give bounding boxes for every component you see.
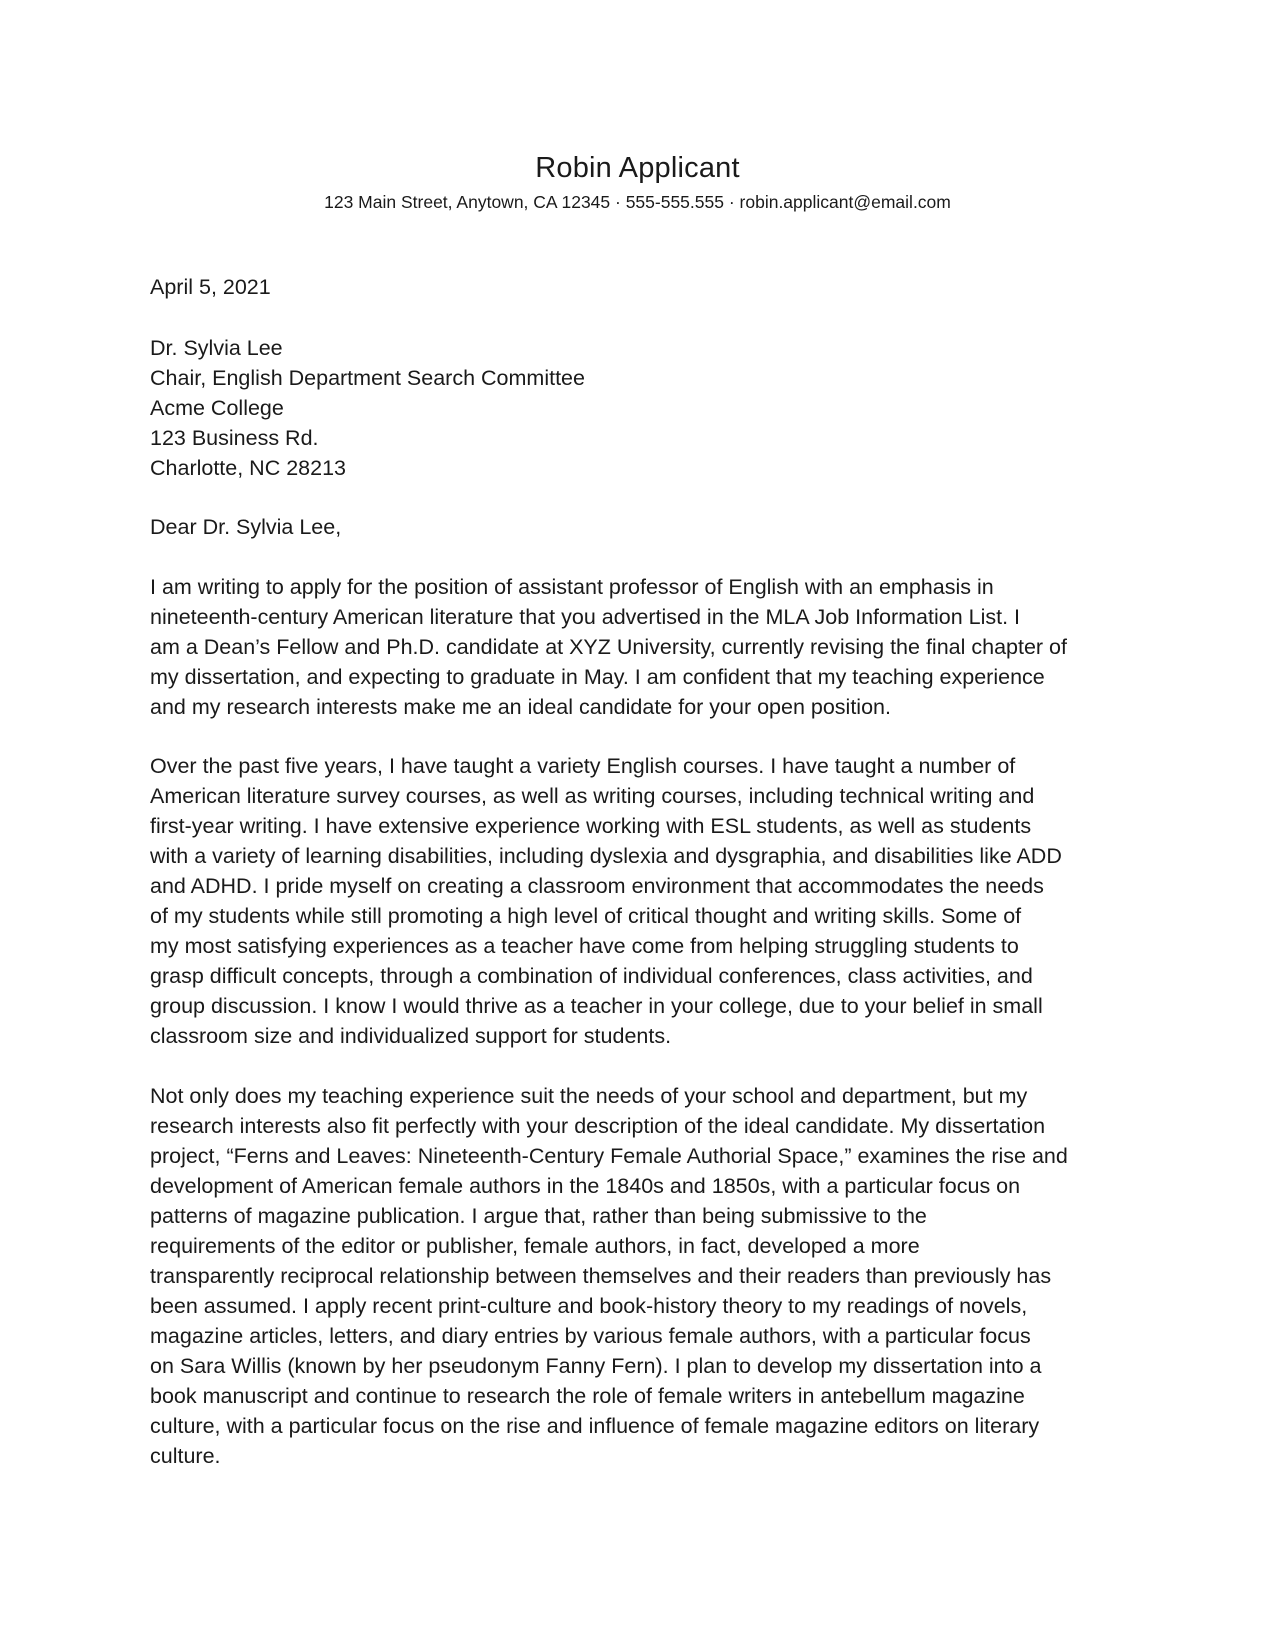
letterhead xyxy=(0,150,1275,213)
spacer xyxy=(150,483,1130,512)
recipient-city: Charlotte, NC 28213 xyxy=(150,456,346,480)
spacer xyxy=(150,722,1130,751)
paragraph-line: culture. xyxy=(150,1444,221,1468)
paragraph-line: I am writing to apply for the position of assistant professor of English with an emphasis in xyxy=(150,575,994,599)
paragraph-teaching xyxy=(150,751,1130,1051)
spacer xyxy=(150,1051,1130,1081)
paragraph-line: nineteenth-century American literature that you advertised in the MLA Job Information List. I xyxy=(150,605,1021,629)
contact-line: 123 Main Street, Anytown, CA 12345 · 555-555.555 · robin.applicant@email.com xyxy=(324,192,951,212)
paragraph-line: and my research interests make me an ideal candidate for your open position. xyxy=(150,695,891,719)
paragraph-line: culture, with a particular focus on the rise and influence of female magazine editors on literary xyxy=(150,1414,1040,1438)
paragraph-line: book manuscript and continue to research the role of female writers in antebellum magazine xyxy=(150,1384,1025,1408)
paragraph-line: Not only does my teaching experience suit the needs of your school and department, but my xyxy=(150,1084,1028,1108)
recipient-address xyxy=(150,333,1130,483)
paragraph-introduction xyxy=(150,572,1130,722)
paragraph-line: first-year writing. I have extensive experience working with ESL students, as well as students xyxy=(150,814,1032,838)
paragraph-line: am a Dean’s Fellow and Ph.D. candidate at XYZ University, currently revising the final chapter of xyxy=(150,635,1067,659)
paragraph-line: transparently reciprocal relationship between themselves and their readers than previously has xyxy=(150,1264,1052,1288)
paragraph-line: requirements of the editor or publisher, female authors, in fact, developed a more xyxy=(150,1234,920,1258)
paragraph-line: group discussion. I know I would thrive as a teacher in your college, due to your belief in small xyxy=(150,994,1043,1018)
paragraph-line: grasp difficult concepts, through a combination of individual conferences, class activities, and xyxy=(150,964,1033,988)
paragraph-line: my dissertation, and expecting to graduate in May. I am confident that my teaching experience xyxy=(150,665,1045,689)
paragraph-line: classroom size and individualized support for students. xyxy=(150,1024,672,1048)
recipient-name: Dr. Sylvia Lee xyxy=(150,336,283,360)
recipient-organization: Acme College xyxy=(150,396,284,420)
recipient-street: 123 Business Rd. xyxy=(150,426,319,450)
applicant-name: Robin Applicant xyxy=(535,152,740,184)
recipient-title: Chair, English Department Search Committee xyxy=(150,366,585,390)
paragraph-line: magazine articles, letters, and diary entries by various female authors, with a particular focus xyxy=(150,1324,1031,1348)
letter-body xyxy=(150,272,1130,1471)
paragraph-line: and ADHD. I pride myself on creating a classroom environment that accommodates the needs xyxy=(150,874,1044,898)
paragraph-line: been assumed. I apply recent print-culture and book-history theory to my readings of novels, xyxy=(150,1294,1028,1318)
paragraph-line: my most satisfying experiences as a teacher have come from helping struggling students to xyxy=(150,934,1019,958)
letter-date: April 5, 2021 xyxy=(150,275,271,299)
paragraph-line: with a variety of learning disabilities, including dyslexia and dysgraphia, and disabilities like ADD xyxy=(150,844,1062,868)
paragraph-line: development of American female authors in the 1840s and 1850s, with a particular focus on xyxy=(150,1174,1021,1198)
paragraph-line: Over the past five years, I have taught a variety English courses. I have taught a number of xyxy=(150,754,1016,778)
paragraph-line: of my students while still promoting a high level of critical thought and writing skills. Some of xyxy=(150,904,1022,928)
salutation: Dear Dr. Sylvia Lee, xyxy=(150,515,342,539)
paragraph-line: project, “Ferns and Leaves: Nineteenth-Century Female Authorial Space,” examines the rise and xyxy=(150,1144,1068,1168)
paragraph-line: American literature survey courses, as well as writing courses, including technical writing and xyxy=(150,784,1035,808)
spacer xyxy=(150,302,1130,333)
spacer xyxy=(150,542,1130,572)
paragraph-line: patterns of magazine publication. I argue that, rather than being submissive to the xyxy=(150,1204,927,1228)
paragraph-research xyxy=(150,1081,1130,1471)
paragraph-line: research interests also fit perfectly with your description of the ideal candidate. My dissertation xyxy=(150,1114,1046,1138)
paragraph-line: on Sara Willis (known by her pseudonym Fanny Fern). I plan to develop my dissertation into a xyxy=(150,1354,1042,1378)
